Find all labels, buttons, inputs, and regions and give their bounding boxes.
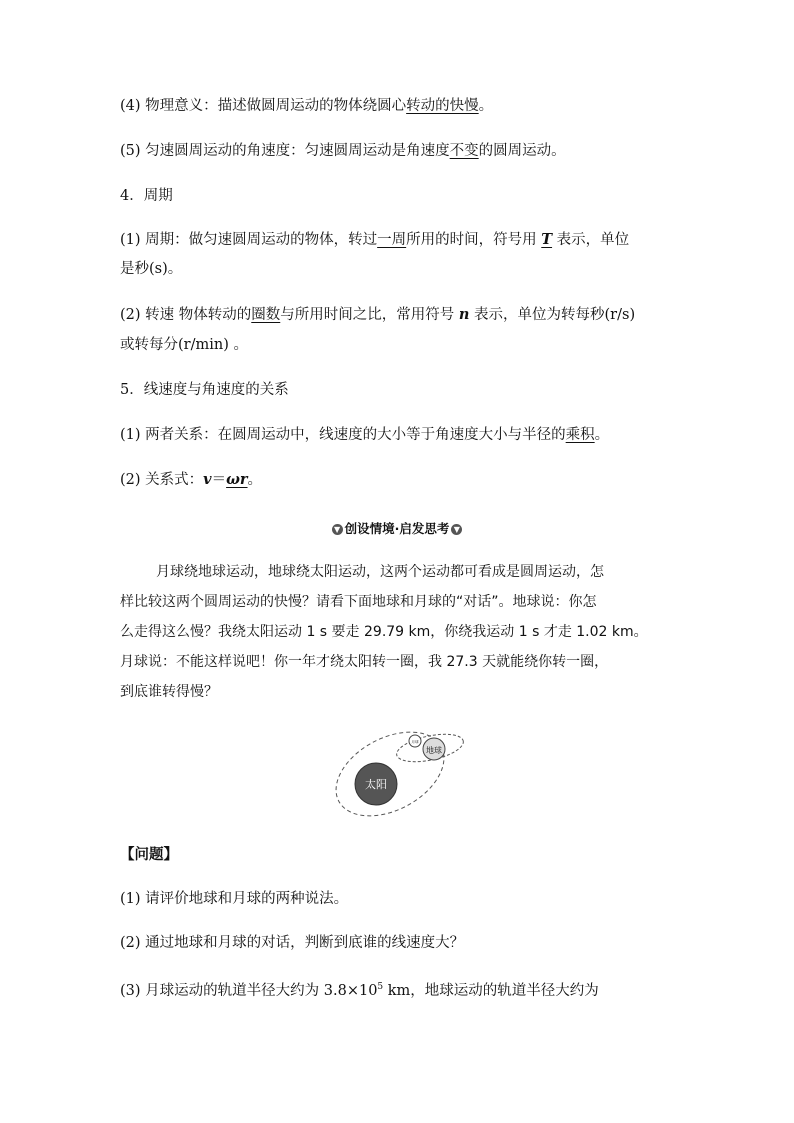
story-line-4: 月球说：不能这样说吧！你一年才绕太阳转一圈，我 27.3 天就能绕你转一圈，	[120, 654, 609, 670]
orbit-diagram	[322, 722, 472, 822]
item-4-physical-meaning: (4) 物理意义：描述做圆周运动的物体绕圆心转动的快慢。	[120, 98, 494, 114]
story-line-2: 样比较这两个圆周运动的快慢？请看下面地球和月球的“对话”。地球说：你怎	[120, 594, 597, 610]
sun-label: 太阳	[365, 778, 387, 791]
moon-label: 月球	[411, 740, 419, 744]
question-3: (3) 月球运动的轨道半径大约为 $3.8\times 10^5$ km，地球运动的轨道半径大约为	[120, 982, 599, 999]
story-line-5: 到底谁转得慢？	[120, 684, 218, 700]
chevron-down-icon: ▼	[451, 524, 462, 535]
scenario-banner: ▼ 创设情境·启发思考 ▼	[0, 519, 794, 537]
item-period-line1: (1) 周期：做匀速圆周运动的物体，转过一周所用的时间，符号用 T 表示，单位	[120, 231, 630, 248]
question-2: (2) 通过地球和月球的对话，判断到底谁的线速度大？	[120, 935, 465, 951]
item-formula: (2) 关系式：v＝ωr。	[120, 471, 263, 488]
item-rotation-speed-line2: 或转每分(r/min) 。	[120, 337, 248, 353]
item-period-line2: 是秒(s)。	[120, 261, 183, 277]
item-5-uniform-angular-velocity: (5) 匀速圆周运动的角速度：匀速圆周运动是角速度不变的圆周运动。	[120, 143, 566, 159]
section-5-heading: 5．线速度与角速度的关系	[120, 382, 289, 398]
questions-heading: 【问题】	[120, 846, 178, 863]
section-4-heading: 4．周期	[120, 188, 173, 204]
item-rotation-speed-line1: (2) 转速 物体转动的圈数与所用时间之比，常用符号 n 表示，单位为转每秒(r/s)	[120, 306, 636, 323]
earth-label: 地球	[426, 746, 442, 755]
item-relation: (1) 两者关系：在圆周运动中，线速度的大小等于角速度大小与半径的乘积。	[120, 427, 610, 443]
story-line-1: 月球绕地球运动，地球绕太阳运动，这两个运动都可看成是圆周运动，怎	[156, 564, 604, 580]
question-1: (1) 请评价地球和月球的两种说法。	[120, 891, 349, 907]
chevron-down-icon: ▼	[332, 524, 343, 535]
story-line-3: 么走得这么慢？我绕太阳运动 1 s 要走 29.79 km，你绕我运动 1 s 才走 1.02 km。	[120, 624, 648, 640]
